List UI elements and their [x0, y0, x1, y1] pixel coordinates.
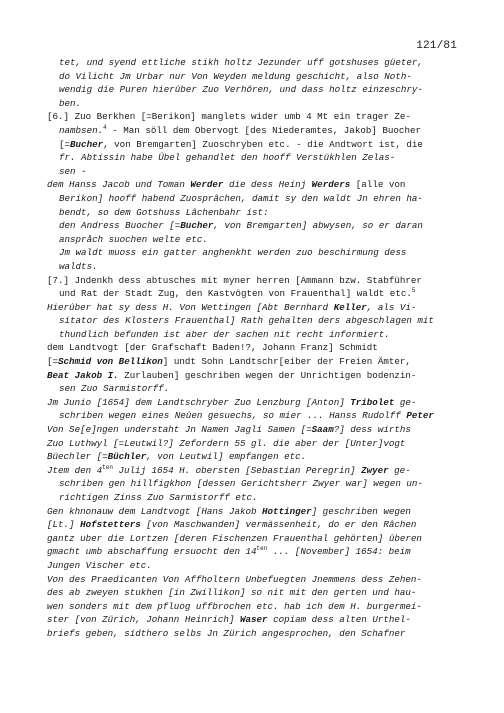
- text-line: [47, 573, 467, 587]
- text-span: [=: [47, 356, 59, 368]
- text-span: copiam dess alten Urthel-: [267, 614, 411, 626]
- text-span: und Rat der Stadt Zug, den Kastvögten von Frauenthal] waldt etc.: [59, 288, 412, 300]
- name-bold: Werders: [311, 179, 351, 191]
- text-span: Von des Praedicanten Von Affholtern Unbefuegten Jnemmens dess Zehen-: [47, 573, 422, 585]
- text-span: Julij 1654 H. obersten [Sebastian Peregrin]: [112, 464, 362, 476]
- superscript: ten: [102, 463, 113, 471]
- text-line: [47, 97, 467, 111]
- text-span: ] geschriben wegen: [311, 505, 411, 517]
- text-line: [47, 532, 467, 546]
- text-span: ge-: [388, 464, 411, 476]
- text-span: , von Bremgarten] abwysen, so er daran: [213, 220, 423, 232]
- text-span: tet, und syend ettliche stikh holtz Jezunder uff gotshuses güeter,: [59, 57, 423, 68]
- text-span: Von Se[e]ngen understaht Jn Namen Jagli Samen [=: [47, 424, 312, 436]
- text-line: [47, 192, 467, 206]
- text-span: wendig die Puren hierûber Zuo Verhôren, und dass holtz einzeschry-: [59, 84, 423, 96]
- text-span: Zuo Luthwyl [=Leutwil?] Zefordern 55 gl. die aber der [Unter]vogt: [47, 437, 406, 449]
- text-line: [47, 505, 467, 519]
- name-bold: Tribolet: [350, 396, 395, 408]
- text-span: nambsen.: [59, 124, 104, 136]
- text-span: Jungen Vischer etc.: [47, 559, 152, 571]
- text-span: die dess Heinj: [223, 179, 312, 191]
- text-span: ster [von Zürich, Johann Heinrich]: [47, 614, 240, 626]
- text-span: [Lt.]: [47, 519, 81, 531]
- text-span: , von Bremgarten] Zuoschryben etc. - die Andtwort ist, die: [103, 138, 423, 150]
- name-bold: Hottinger: [262, 505, 312, 517]
- text-span: den Andress Buocher [=: [59, 220, 181, 232]
- text-span: ben.: [59, 97, 82, 109]
- text-span: [7.] Jndenkh dess abtusches mit myner herren [Ammann bzw. Stabführer: [47, 274, 422, 286]
- text-span: [von Maschwanden] vermässenheit, do er den Râchen: [140, 519, 417, 531]
- text-line: [47, 151, 467, 165]
- text-span: dem Hanss Jacob und Toman: [47, 179, 191, 191]
- text-line: [47, 586, 467, 600]
- text-line: [47, 138, 467, 152]
- text-span: waldts.: [59, 260, 98, 272]
- text-line: [47, 260, 467, 274]
- text-span: Hierûber hat sy dess H. Von Wettingen [Abt Bernhard: [47, 301, 334, 313]
- text-line: [47, 274, 467, 288]
- text-span: , als Vi-: [366, 301, 417, 313]
- text-span: Zurlauben] geschriben wegen der Unrichtigen bodenzin-: [118, 369, 417, 381]
- text-span: bendt, so dem Gotshuss Lâchenbahr ist:: [59, 206, 269, 218]
- text-span: ... [November] 1654: beim: [267, 546, 411, 558]
- document-body: [47, 56, 467, 641]
- text-span: - Man söll dem Obervogt [des Niederamtes, Jakob] Buocher: [106, 124, 421, 136]
- text-span: do Vilicht Jm Urbar nur Von Weyden meldung geschicht, also Noth-: [59, 70, 412, 82]
- text-line: [47, 450, 467, 464]
- name-bold: Saam: [311, 424, 334, 436]
- name-bold: Schmid von Bellikon: [58, 356, 163, 368]
- text-span: schriben wegen eines Neûen gesuechs, so mier ... Hanss Rudolff: [59, 410, 407, 422]
- text-span: des ab zweyen stukhen [in Zwillikon] so nit mit den gerten und hau-: [47, 587, 417, 599]
- text-line: [47, 83, 467, 97]
- text-line: [47, 341, 467, 355]
- name-bold: Hofstetters: [80, 519, 141, 531]
- text-span: [6.] Zuo Berkhen [=Berikon] manglets wider umb 4 Mt ein trager Ze-: [47, 111, 411, 123]
- text-span: [alle von: [350, 179, 406, 191]
- text-line: [47, 328, 467, 342]
- text-line: [47, 545, 467, 559]
- text-line: [47, 70, 467, 84]
- superscript: 4: [103, 123, 107, 131]
- text-line: [47, 165, 467, 179]
- text-line: [47, 219, 467, 233]
- name-bold: Bucher: [180, 220, 214, 232]
- superscript: ten: [256, 545, 268, 553]
- text-line: [47, 110, 467, 124]
- text-span: Berikon] hooff habend Zuosprâchen, damit sy den waldt Jn ehren ha-: [59, 192, 423, 204]
- text-line: [47, 382, 467, 396]
- text-line: [47, 369, 467, 383]
- text-line: [47, 491, 467, 505]
- text-line: [47, 301, 467, 315]
- text-line: [47, 246, 467, 260]
- text-span: sen -: [59, 165, 87, 177]
- text-span: richtigen Zinss Zuo Sarmistorff etc.: [59, 492, 258, 503]
- text-span: gmacht umb abschaffung ersuocht den 14: [47, 546, 257, 558]
- name-bold: Werder: [190, 179, 224, 191]
- name-bold: Bucher: [70, 138, 104, 150]
- text-span: , von Leutwil] empfangen etc.: [146, 451, 307, 463]
- text-span: Jtem den 4: [47, 464, 103, 476]
- text-line: [47, 409, 467, 423]
- name-bold: Peter: [406, 410, 434, 422]
- text-line: [47, 178, 467, 192]
- name-bold: Keller: [333, 301, 367, 313]
- text-line: [47, 396, 467, 410]
- text-line: [47, 600, 467, 614]
- text-line: [47, 613, 467, 627]
- superscript: 5: [411, 287, 416, 295]
- text-span: [=: [59, 138, 71, 150]
- text-span: ] undt Sohn Landtschr[eiber der Freien Ämter,: [162, 356, 411, 368]
- text-line: [47, 437, 467, 451]
- name-bold: Büchler: [107, 451, 147, 463]
- text-line: [47, 464, 467, 478]
- text-span: dem Landtvogt [der Grafschaft Baden!?, Johann Franz] Schmidt: [47, 342, 378, 354]
- text-line: [47, 314, 467, 328]
- text-span: wen sonders mit dem pfluog uffbrochen etc. hab ich dem H. burgermei-: [47, 600, 422, 612]
- name-bold: Beat Jakob I.: [47, 369, 119, 381]
- text-span: briefs geben, sidthero selbs Jn Zürich angesprochen, den Schafner: [47, 627, 406, 639]
- page-number: 121/81: [416, 40, 457, 52]
- text-span: Büechler [=: [47, 451, 108, 463]
- text-span: fr. Abtissin habe Übel gehandlet den hooff Verstükhlen Zelas-: [59, 152, 396, 164]
- text-line: [47, 477, 467, 491]
- text-line: [47, 559, 467, 573]
- text-line: [47, 56, 467, 70]
- text-span: ?] dess wirths: [333, 424, 411, 436]
- text-span: sen Zuo Sarmistorff.: [59, 383, 170, 395]
- text-line: [47, 287, 467, 301]
- text-span: thundlich befunden ist aber der sachen nit recht informiert.: [59, 328, 390, 340]
- text-span: anspråch suochen welte etc.: [59, 233, 208, 245]
- text-span: gantz uber die Lortzen [deren Fischenzen Frauenthal gehörten] ûberen: [47, 532, 422, 544]
- text-line: [47, 423, 467, 437]
- text-span: Jm Junio [1654] dem Landtschryber Zuo Lenzburg [Anton]: [47, 396, 351, 408]
- text-span: sitator des Klosters Frauenthal] Rath gehalten ders abgeschlagen mit: [59, 315, 434, 327]
- text-span: schriben gen hillfigkhon [dessen Gerichtsherr Zwyer war] wegen un-: [59, 478, 423, 490]
- text-line: [47, 518, 467, 532]
- text-line: [47, 124, 467, 138]
- text-span: Jm waldt muoss ein gatter anghenkht werden zuo beschirmung dess: [59, 247, 407, 259]
- name-bold: Waser: [239, 614, 268, 626]
- text-line: [47, 206, 467, 220]
- text-line: [47, 233, 467, 247]
- name-bold: Zwyer: [361, 464, 389, 476]
- text-line: [47, 355, 467, 369]
- text-line: [47, 627, 467, 641]
- text-span: Gen khnonauw dem Landtvogt [Hans Jakob: [47, 505, 263, 517]
- text-span: ge-: [394, 396, 417, 408]
